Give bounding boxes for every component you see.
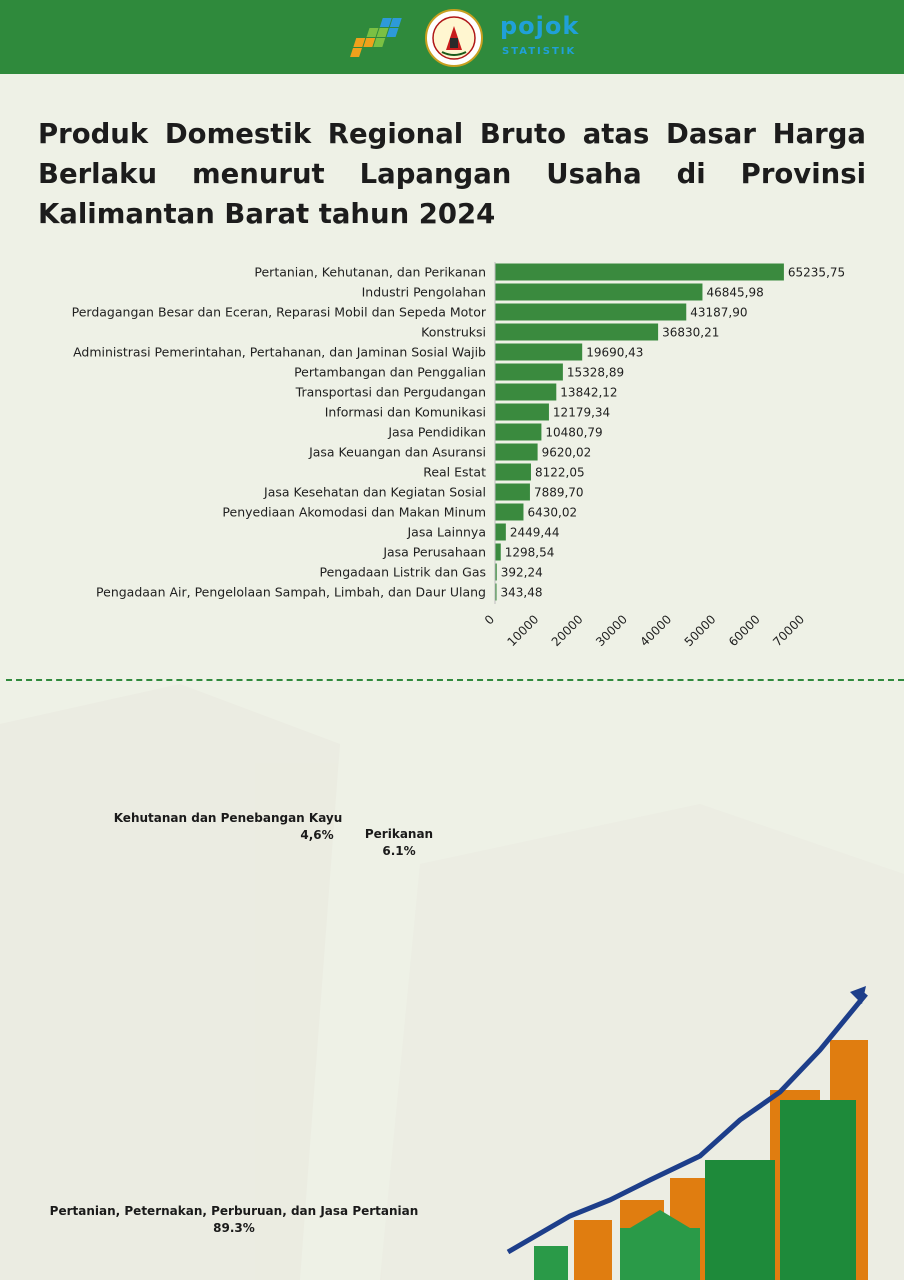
pie-label-kehutanan: Kehutanan dan Penebangan Kayu 4,6% [113,811,343,842]
x-tick-label: 0 [481,612,498,628]
bar-category-label: Pertanian, Kehutanan, dan Perikanan [254,264,486,280]
bar-category-label: Jasa Perusahaan [383,544,486,560]
x-tick-label: 50000 [681,612,719,650]
bar-category-label: Pengadaan Listrik dan Gas [319,564,486,580]
bar-value-label: 13842,12 [560,385,618,400]
bar [495,504,523,521]
x-tick-label: 60000 [725,612,763,650]
bar-category-label: Perdagangan Besar dan Eceran, Reparasi Mobil dan Sepeda Motor [71,304,486,320]
bps-logo [340,8,410,68]
bar [495,544,501,561]
bar-value-label: 36830,21 [662,325,720,340]
bar [495,524,506,541]
growth-city-illustration [500,980,904,1280]
bar-category-label: Konstruksi [421,324,486,340]
bar-category-label: Jasa Lainnya [407,524,486,540]
bar-value-label: 6430,02 [527,505,578,520]
brand-sub: STATISTIK [502,46,577,57]
x-tick-label: 10000 [504,612,542,650]
bar [495,384,556,401]
bar [495,424,541,441]
bar-category-label: Jasa Pendidikan [388,424,486,440]
bar [495,264,784,281]
bar [495,444,538,461]
bar [495,344,582,361]
bar-value-label: 9620,02 [541,445,592,460]
bar-value-label: 10480,79 [545,425,603,440]
bar [495,404,549,421]
bar-value-label: 7889,70 [533,485,584,500]
x-tick-label: 20000 [548,612,586,650]
bar-value-label: 2449,44 [509,525,560,540]
bar-value-label: 43187,90 [690,305,748,320]
bar [495,304,686,321]
x-tick-label: 30000 [593,612,630,650]
bar-category-label: Real Estat [423,464,486,480]
pojok-statistik-logo [498,8,598,68]
bar-category-label: Administrasi Pemerintahan, Pertahanan, dan Jaminan Sosial Wajib [73,344,486,360]
page-title: Produk Domestik Regional Bruto atas Dasar Harga Berlaku menurut Lapangan Usaha di Provinsi Kalimantan Barat tahun 2024 [38,118,866,230]
bar [495,284,702,301]
bar-value-label: 12179,34 [552,405,611,420]
section-divider [6,679,904,681]
bar-category-label: Transportasi dan Pergudangan [295,384,486,400]
header-bar [0,0,904,74]
bar-value-label: 65235,75 [787,265,846,280]
bar-value-label: 19690,43 [586,345,644,360]
bar [495,464,531,481]
x-tick-label: 70000 [770,612,808,650]
bar-category-label: Penyediaan Akomodasi dan Makan Minum [222,504,486,520]
bar-value-label: 8122,05 [534,465,585,480]
bar-category-label: Pengadaan Air, Pengelolaan Sampah, Limbah, dan Daur Ulang [96,584,486,600]
brand-name: pojok [500,12,580,40]
bar-category-label: Jasa Keuangan dan Asuransi [309,444,486,460]
bar [495,484,530,501]
bar-category-label: Pertambangan dan Penggalian [294,364,486,380]
bar-value-label: 343,48 [500,585,543,600]
bar [495,364,563,381]
pie-label-perikanan: Perikanan 6.1% [364,827,434,858]
bar [495,324,658,341]
university-logo [424,8,484,68]
bar-category-label: Informasi dan Komunikasi [324,404,486,420]
bar-category-label: Industri Pengolahan [361,284,486,300]
bar-value-label: 46845,98 [706,285,764,300]
bar-value-label: 1298,54 [504,545,555,560]
bar-category-label: Jasa Kesehatan dan Kegiatan Sosial [264,484,486,500]
pdrb-bar-chart [0,252,904,662]
x-tick-label: 40000 [637,612,675,650]
pie-label-pertanian: Pertanian, Peternakan, Perburuan, dan Jasa Pertanian 89.3% [49,1204,419,1235]
bar-value-label: 15328,89 [566,365,625,380]
bar-value-label: 392,24 [500,565,543,580]
